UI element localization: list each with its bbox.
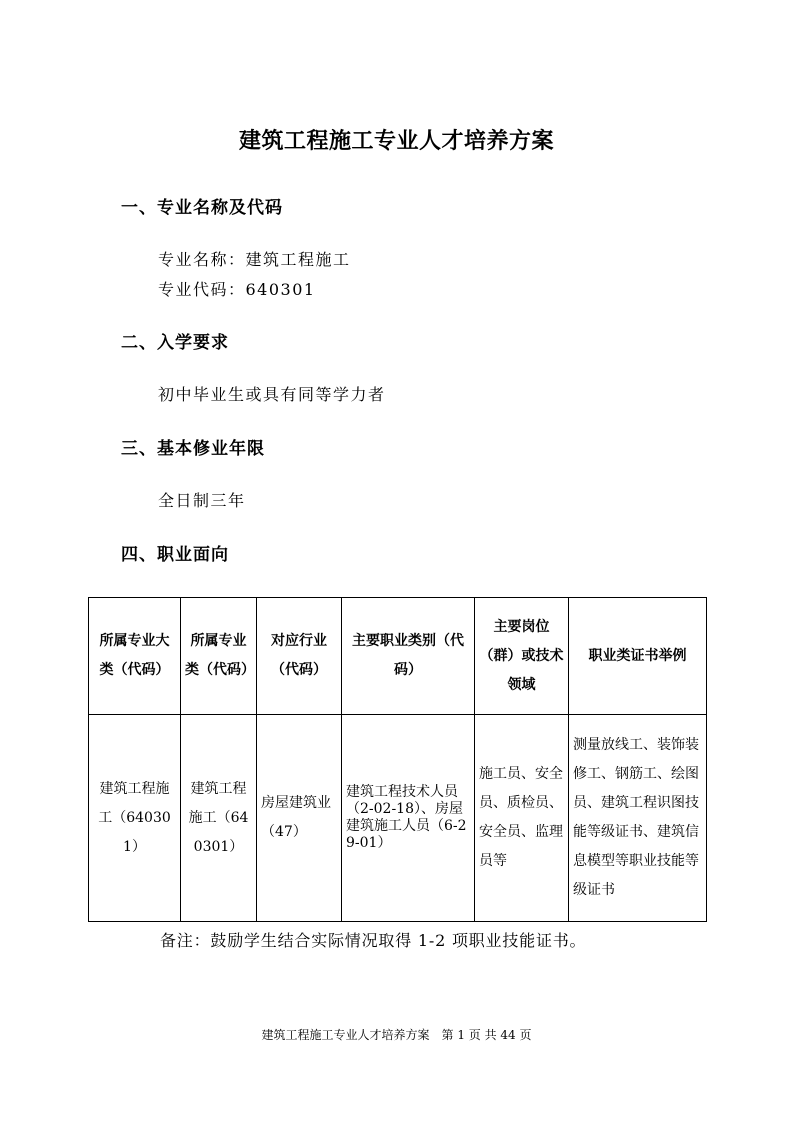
- table-cell: 施工员、安全员、质检员、安全员、监理员等: [475, 715, 569, 922]
- section-heading-major: 一、专业名称及代码: [121, 198, 283, 218]
- section-heading-career: 四、职业面向: [121, 545, 229, 565]
- section-heading-admission: 二、入学要求: [121, 333, 229, 353]
- table-cell: 建筑工程施工（640301）: [89, 715, 181, 922]
- career-table: [88, 597, 707, 922]
- table-header-cell: 主要岗位（群）或技术领域: [475, 598, 569, 715]
- table-header-cell: 对应行业（代码）: [257, 598, 342, 715]
- table-header-cell: 主要职业类别（代码）: [342, 598, 475, 715]
- table-cell: 测量放线工、装饰装修工、钢筋工、绘图员、建筑工程识图技能等级证书、建筑信息模型等职业技能等级证书: [569, 715, 707, 922]
- section-heading-duration: 三、基本修业年限: [121, 439, 265, 459]
- table-cell: 房屋建筑业（47）: [257, 715, 342, 922]
- table-note: 备注：鼓励学生结合实际情况取得 1-2 项职业技能证书。: [160, 931, 587, 950]
- admission-requirement: 初中毕业生或具有同等学力者: [158, 385, 386, 404]
- table-cell: 建筑工程技术人员（2-02-18）、房屋建筑施工人员（6-29-01）: [342, 715, 475, 922]
- table-cell: 建筑工程施工（640301）: [181, 715, 257, 922]
- major-name-line: 专业名称：建筑工程施工: [158, 250, 351, 269]
- study-duration: 全日制三年: [158, 491, 246, 510]
- major-code-line: 专业代码：640301: [158, 280, 316, 299]
- table-row: [89, 715, 707, 922]
- table-header-row: [89, 598, 707, 715]
- table-header-cell: 所属专业类（代码）: [181, 598, 257, 715]
- document-title: 建筑工程施工专业人才培养方案: [238, 129, 554, 154]
- page-footer: 建筑工程施工专业人才培养方案 第 1 页 共 44 页: [261, 1028, 532, 1042]
- table-header-cell: 所属专业大类（代码）: [89, 598, 181, 715]
- table-header-cell: 职业类证书举例: [569, 598, 707, 715]
